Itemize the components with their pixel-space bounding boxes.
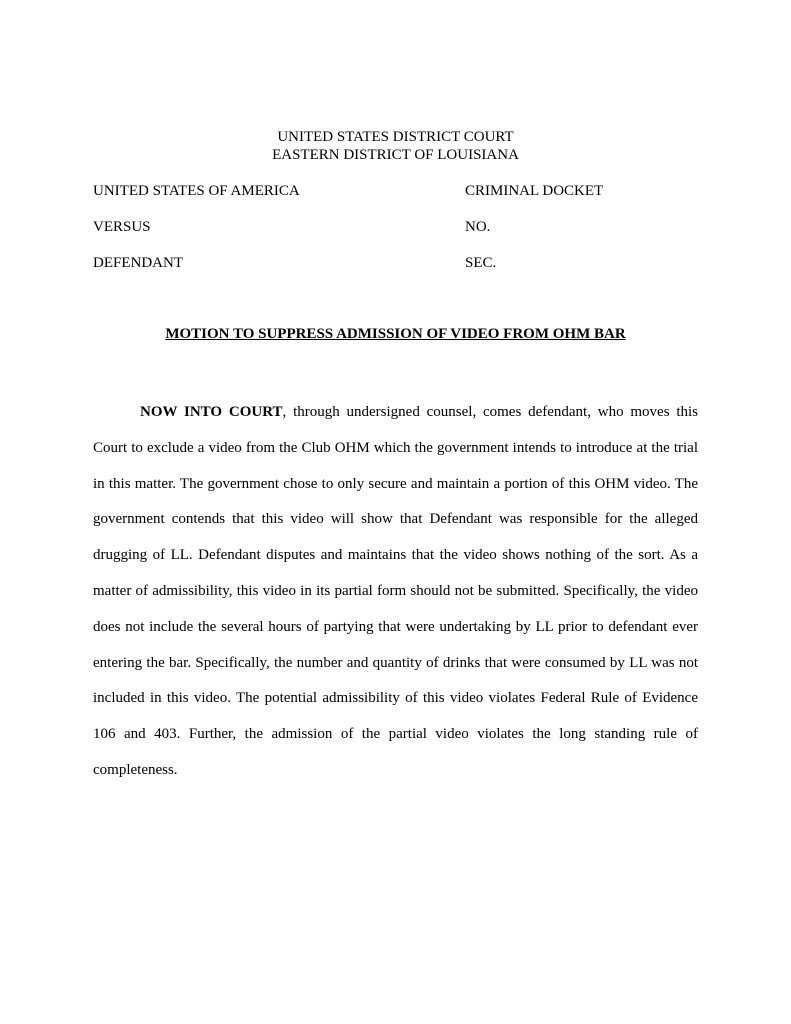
caption-section-label: SEC. [465,255,497,271]
motion-body [93,395,698,789]
motion-body-text: , through undersigned counsel, comes defendant, who moves this Court to exclude a video from the Club OHM which the government intends to introduce at the trial in this matter. The government chose to only secure and maintain a portion of this OHM video. The government contends that this video will show that Defendant was responsible for the alleged drugging of LL. Defendant disputes and maintains that the video shows nothing of the sort. As a matter of admissibility, this video in its partial form should not be submitted. Specifically, the video does not include the several hours of partying that were undertaking by LL prior to defendant ever entering the bar. Specifically, the number and quantity of drinks that were consumed by LL was not included in this video. The potential admissibility of this video violates Federal Rule of Evidence 106 and 403. Further, the admission of the partial video violates the long standing rule of completeness. [93,404,699,778]
caption-docket-label: CRIMINAL DOCKET [465,183,604,199]
caption-versus: VERSUS [93,219,151,235]
caption-plaintiff: UNITED STATES OF AMERICA [93,183,300,199]
motion-title: MOTION TO SUPPRESS ADMISSION OF VIDEO FROM OHM BAR [165,326,626,342]
caption-row [93,254,713,290]
caption-row [93,218,713,254]
court-name: UNITED STATES DISTRICT COURT [277,129,514,145]
motion-lead-in: NOW INTO COURT [140,404,283,420]
court-district: EASTERN DISTRICT OF LOUISIANA [272,147,519,163]
caption-number-label: NO. [465,219,491,235]
caption-defendant: DEFENDANT [93,255,183,271]
case-caption [93,182,713,290]
court-header [0,128,791,164]
caption-row [93,182,713,218]
